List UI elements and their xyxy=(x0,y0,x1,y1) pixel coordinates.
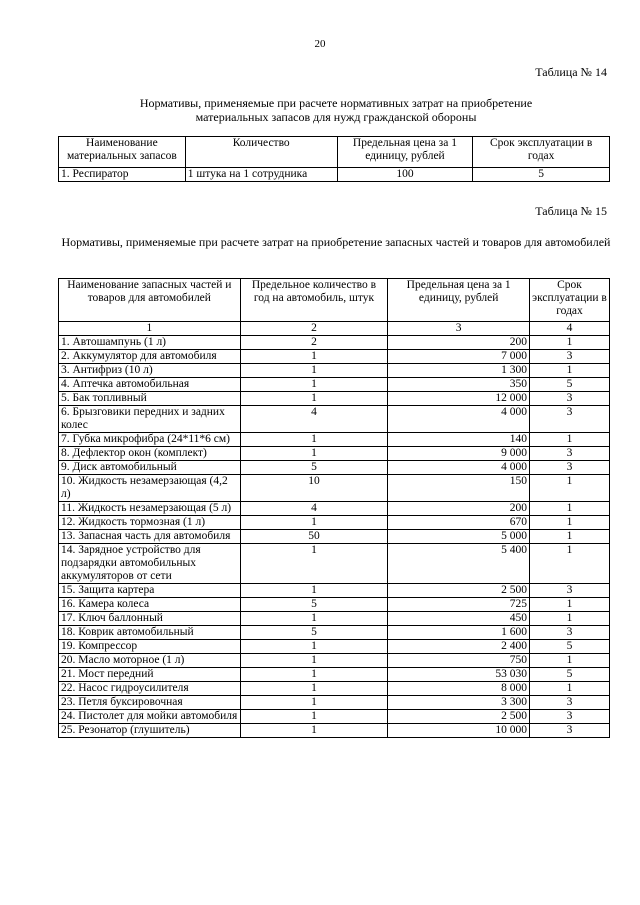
table-cell: 1 xyxy=(240,682,388,696)
table-cell: 3 xyxy=(530,724,610,738)
table-cell: 1 xyxy=(240,724,388,738)
table-cell: 100 xyxy=(337,168,473,182)
table-cell: 5 000 xyxy=(388,530,530,544)
table-cell: 2 500 xyxy=(388,710,530,724)
table-row xyxy=(59,406,610,433)
table-cell: 5 xyxy=(240,461,388,475)
table-cell: 50 xyxy=(240,530,388,544)
table-cell: 24. Пистолет для мойки автомобиля xyxy=(59,710,241,724)
table-cell: 670 xyxy=(388,516,530,530)
table-cell: 450 xyxy=(388,612,530,626)
table-cell: 5 xyxy=(473,168,610,182)
table-header-row xyxy=(59,279,610,322)
table-row xyxy=(59,336,610,350)
table-cell: 4. Аптечка автомобильная xyxy=(59,378,241,392)
table-row xyxy=(59,392,610,406)
table-cell: 1 xyxy=(530,475,610,502)
table-cell: 4 xyxy=(240,502,388,516)
table-row xyxy=(59,516,610,530)
table-row xyxy=(59,640,610,654)
table-cell: 3. Антифриз (10 л) xyxy=(59,364,241,378)
table-cell: 200 xyxy=(388,502,530,516)
table-cell: 53 030 xyxy=(388,668,530,682)
header-cell: Количество xyxy=(185,137,337,168)
table-row xyxy=(59,530,610,544)
table-cell: 23. Петля буксировочная xyxy=(59,696,241,710)
table-cell: 3 xyxy=(530,696,610,710)
table-row xyxy=(59,378,610,392)
table-14 xyxy=(58,136,610,182)
column-number: 4 xyxy=(530,322,610,336)
header-cell: Предельная цена за 1 единицу, рублей xyxy=(388,279,530,322)
table-cell: 1 xyxy=(240,447,388,461)
table-cell: 5 xyxy=(530,668,610,682)
table-row xyxy=(59,364,610,378)
table-cell: 3 300 xyxy=(388,696,530,710)
table-row xyxy=(59,433,610,447)
table-header-row xyxy=(59,137,610,168)
table-row xyxy=(59,598,610,612)
table-cell: 3 xyxy=(530,350,610,364)
table-cell: 1 xyxy=(240,350,388,364)
table-cell: 25. Резонатор (глушитель) xyxy=(59,724,241,738)
column-number: 2 xyxy=(240,322,388,336)
table-cell: 10. Жидкость незамерзающая (4,2 л) xyxy=(59,475,241,502)
table-cell: 10 000 xyxy=(388,724,530,738)
table-cell: 1 xyxy=(530,516,610,530)
table-cell: 14. Зарядное устройство для подзарядки автомобильных аккумуляторов от сети xyxy=(59,544,241,584)
table-row xyxy=(59,710,610,724)
table-cell: 350 xyxy=(388,378,530,392)
table-cell: 4 xyxy=(240,406,388,433)
table-cell: 200 xyxy=(388,336,530,350)
table-cell: 22. Насос гидроусилителя xyxy=(59,682,241,696)
table-cell: 5 400 xyxy=(388,544,530,584)
page-number: 20 xyxy=(314,38,326,50)
table-cell: 1 xyxy=(530,544,610,584)
column-number-row xyxy=(59,322,610,336)
table-cell: 1 xyxy=(530,433,610,447)
table-row xyxy=(59,654,610,668)
table-row xyxy=(59,668,610,682)
table-cell: 140 xyxy=(388,433,530,447)
table-row xyxy=(59,502,610,516)
table-cell: 1 xyxy=(240,696,388,710)
table-15-caption: Нормативы, применяемые при расчете затрат на приобретение запасных частей и товаров для автомобилей xyxy=(61,235,611,249)
table-cell: 5 xyxy=(240,598,388,612)
table-cell: 1 xyxy=(240,378,388,392)
table-14-caption: Нормативы, применяемые при расчете нормативных затрат на приобретение материальных запасов для нужд гражданской обороны xyxy=(139,96,533,124)
table-cell: 1 xyxy=(530,612,610,626)
table-row xyxy=(59,584,610,598)
table-cell: 1. Автошампунь (1 л) xyxy=(59,336,241,350)
table-cell: 18. Коврик автомобильный xyxy=(59,626,241,640)
table-cell: 5 xyxy=(240,626,388,640)
table-row xyxy=(59,350,610,364)
table-cell: 1 xyxy=(240,710,388,724)
table-cell: 3 xyxy=(530,710,610,724)
header-cell: Наименование материальных запасов xyxy=(59,137,186,168)
table-cell: 8 000 xyxy=(388,682,530,696)
table-cell: 3 xyxy=(530,584,610,598)
table-cell: 3 xyxy=(530,461,610,475)
table-cell: 9 000 xyxy=(388,447,530,461)
table-cell: 1 xyxy=(240,364,388,378)
table-cell: 8. Дефлектор окон (комплект) xyxy=(59,447,241,461)
table-cell: 3 xyxy=(530,626,610,640)
table-row xyxy=(59,724,610,738)
table-cell: 1 xyxy=(530,364,610,378)
table-cell: 1. Респиратор xyxy=(59,168,186,182)
table-cell: 1 xyxy=(530,598,610,612)
table-row xyxy=(59,696,610,710)
table-cell: 1 xyxy=(530,682,610,696)
table-15 xyxy=(58,278,610,738)
header-cell: Предельное количество в год на автомобиль, штук xyxy=(240,279,388,322)
table-cell: 16. Камера колеса xyxy=(59,598,241,612)
table-row xyxy=(59,544,610,584)
table-row xyxy=(59,626,610,640)
table-cell: 2 xyxy=(240,336,388,350)
table-cell: 750 xyxy=(388,654,530,668)
column-number: 3 xyxy=(388,322,530,336)
table-cell: 3 xyxy=(530,406,610,433)
table-14-label: Таблица № 14 xyxy=(535,65,607,79)
table-15-label: Таблица № 15 xyxy=(535,204,607,218)
table-row xyxy=(59,168,610,182)
header-cell: Наименование запасных частей и товаров для автомобилей xyxy=(59,279,241,322)
table-cell: 11. Жидкость незамерзающая (5 л) xyxy=(59,502,241,516)
table-cell: 10 xyxy=(240,475,388,502)
table-cell: 15. Защита картера xyxy=(59,584,241,598)
table-cell: 2 500 xyxy=(388,584,530,598)
table-cell: 2 400 xyxy=(388,640,530,654)
table-cell: 6. Брызговики передних и задних колес xyxy=(59,406,241,433)
table-cell: 5. Бак топливный xyxy=(59,392,241,406)
table-cell: 150 xyxy=(388,475,530,502)
table-cell: 1 xyxy=(240,668,388,682)
table-cell: 9. Диск автомобильный xyxy=(59,461,241,475)
table-cell: 2. Аккумулятор для автомобиля xyxy=(59,350,241,364)
table-cell: 12 000 xyxy=(388,392,530,406)
table-row xyxy=(59,612,610,626)
table-cell: 17. Ключ баллонный xyxy=(59,612,241,626)
table-cell: 4 000 xyxy=(388,406,530,433)
table-cell: 1 xyxy=(530,530,610,544)
header-cell: Срок эксплуатации в годах xyxy=(530,279,610,322)
table-cell: 1 xyxy=(530,502,610,516)
table-cell: 1 xyxy=(240,654,388,668)
table-cell: 1 xyxy=(240,612,388,626)
table-cell: 1 xyxy=(240,392,388,406)
header-cell: Срок эксплуатации в годах xyxy=(473,137,610,168)
table-cell: 1 xyxy=(240,640,388,654)
table-cell: 1 xyxy=(240,516,388,530)
table-cell: 7 000 xyxy=(388,350,530,364)
table-cell: 1 xyxy=(240,584,388,598)
table-cell: 3 xyxy=(530,447,610,461)
table-cell: 7. Губка микрофибра (24*11*6 см) xyxy=(59,433,241,447)
table-cell: 725 xyxy=(388,598,530,612)
table-cell: 1 xyxy=(530,654,610,668)
table-cell: 1 600 xyxy=(388,626,530,640)
table-cell: 1 xyxy=(240,433,388,447)
table-cell: 3 xyxy=(530,392,610,406)
table-cell: 1 xyxy=(240,544,388,584)
table-cell: 21. Мост передний xyxy=(59,668,241,682)
table-cell: 5 xyxy=(530,378,610,392)
table-row xyxy=(59,447,610,461)
table-cell: 1 xyxy=(530,336,610,350)
table-cell: 4 000 xyxy=(388,461,530,475)
table-cell: 1 штука на 1 сотрудника xyxy=(185,168,337,182)
table-cell: 19. Компрессор xyxy=(59,640,241,654)
table-cell: 20. Масло моторное (1 л) xyxy=(59,654,241,668)
table-cell: 12. Жидкость тормозная (1 л) xyxy=(59,516,241,530)
column-number: 1 xyxy=(59,322,241,336)
table-cell: 1 300 xyxy=(388,364,530,378)
table-row xyxy=(59,461,610,475)
table-row xyxy=(59,475,610,502)
header-cell: Предельная цена за 1 единицу, рублей xyxy=(337,137,473,168)
table-cell: 5 xyxy=(530,640,610,654)
table-row xyxy=(59,682,610,696)
table-cell: 13. Запасная часть для автомобиля xyxy=(59,530,241,544)
